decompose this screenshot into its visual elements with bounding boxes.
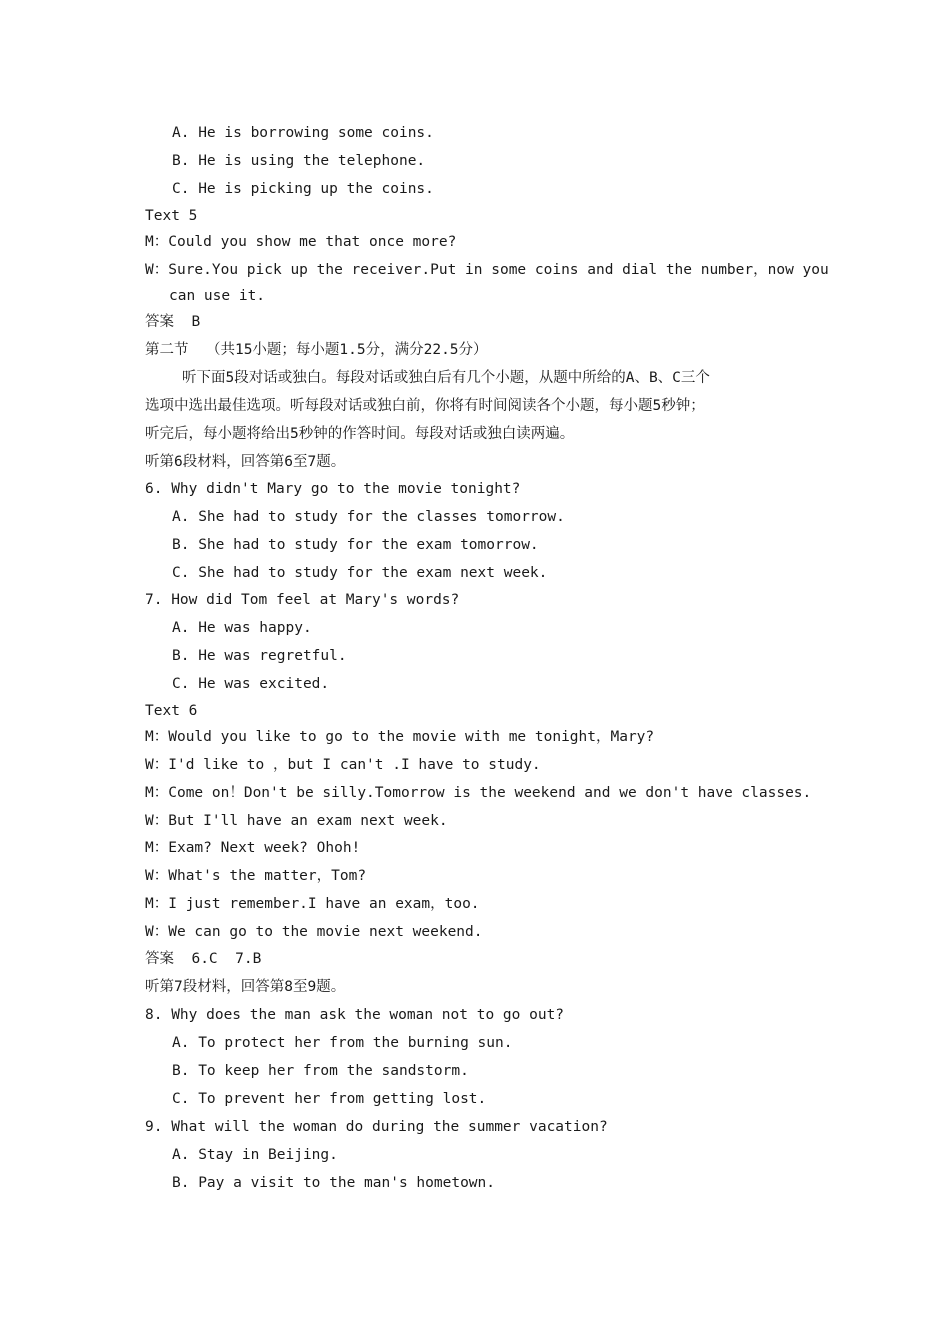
material-heading: 听第7段材料，回答第8至9题。	[145, 979, 346, 995]
option-a: A. To protect her from the burning sun.	[172, 1035, 513, 1051]
dialogue-line: M：Come on！Don't be silly.Tomorrow is the weekend and we don't have classes.	[145, 785, 812, 801]
option-c: C. To prevent her from getting lost.	[172, 1091, 487, 1107]
dialogue-line: W：But I'll have an exam next week.	[145, 813, 448, 829]
instructions-line: 选项中选出最佳选项。听每段对话或独白前，你将有时间阅读各个小题，每小题5秒钟；	[145, 398, 705, 414]
option-b: B. To keep her from the sandstorm.	[172, 1063, 469, 1079]
option-b: B. He was regretful.	[172, 648, 347, 664]
option-c: C. He is picking up the coins.	[172, 181, 434, 197]
question-8: 8. Why does the man ask the woman not to go out?	[145, 1007, 565, 1023]
option-a: A. She had to study for the classes tomorrow.	[172, 509, 565, 525]
option-c: C. He was excited.	[172, 676, 330, 692]
option-b: B. He is using the telephone.	[172, 153, 426, 169]
text-heading: Text 5	[145, 208, 198, 224]
dialogue-line: W：We can go to the movie next weekend.	[145, 924, 483, 940]
dialogue-line: M：Exam? Next week? Ohoh!	[145, 840, 361, 856]
answer-line: 答案 B	[145, 314, 201, 330]
material-heading: 听第6段材料，回答第6至7题。	[145, 454, 346, 470]
dialogue-line: W：Sure.You pick up the receiver.Put in some coins and dial the number，now you	[145, 262, 829, 278]
instructions-line: 听完后，每小题将给出5秒钟的作答时间。每段对话或独白读两遍。	[145, 426, 575, 442]
instructions-line: 听下面5段对话或独白。每段对话或独白后有几个小题，从题中所给的A、B、C三个	[182, 370, 710, 386]
dialogue-line: M：I just remember.I have an exam，too.	[145, 896, 480, 912]
option-b: B. Pay a visit to the man's hometown.	[172, 1175, 496, 1191]
text-heading: Text 6	[145, 703, 198, 719]
option-c: C. She had to study for the exam next week.	[172, 565, 548, 581]
dialogue-line-continuation: can use it.	[169, 288, 266, 304]
option-a: A. Stay in Beijing.	[172, 1147, 338, 1163]
dialogue-line: W：I'd like to ，but I can't .I have to study.	[145, 757, 541, 773]
answer-line: 答案 6.C 7.B	[145, 951, 262, 967]
option-a: A. He is borrowing some coins.	[172, 125, 434, 141]
question-7: 7. How did Tom feel at Mary's words?	[145, 592, 460, 608]
option-a: A. He was happy.	[172, 620, 312, 636]
dialogue-line: M：Could you show me that once more?	[145, 234, 457, 250]
dialogue-line: W：What's the matter，Tom?	[145, 868, 367, 884]
question-6: 6. Why didn't Mary go to the movie tonight?	[145, 481, 521, 497]
section-heading: 第二节 （共15小题；每小题1.5分，满分22.5分）	[145, 342, 488, 358]
option-b: B. She had to study for the exam tomorrow.	[172, 537, 539, 553]
dialogue-line: M：Would you like to go to the movie with me tonight，Mary?	[145, 729, 655, 745]
question-9: 9. What will the woman do during the summer vacation?	[145, 1119, 608, 1135]
